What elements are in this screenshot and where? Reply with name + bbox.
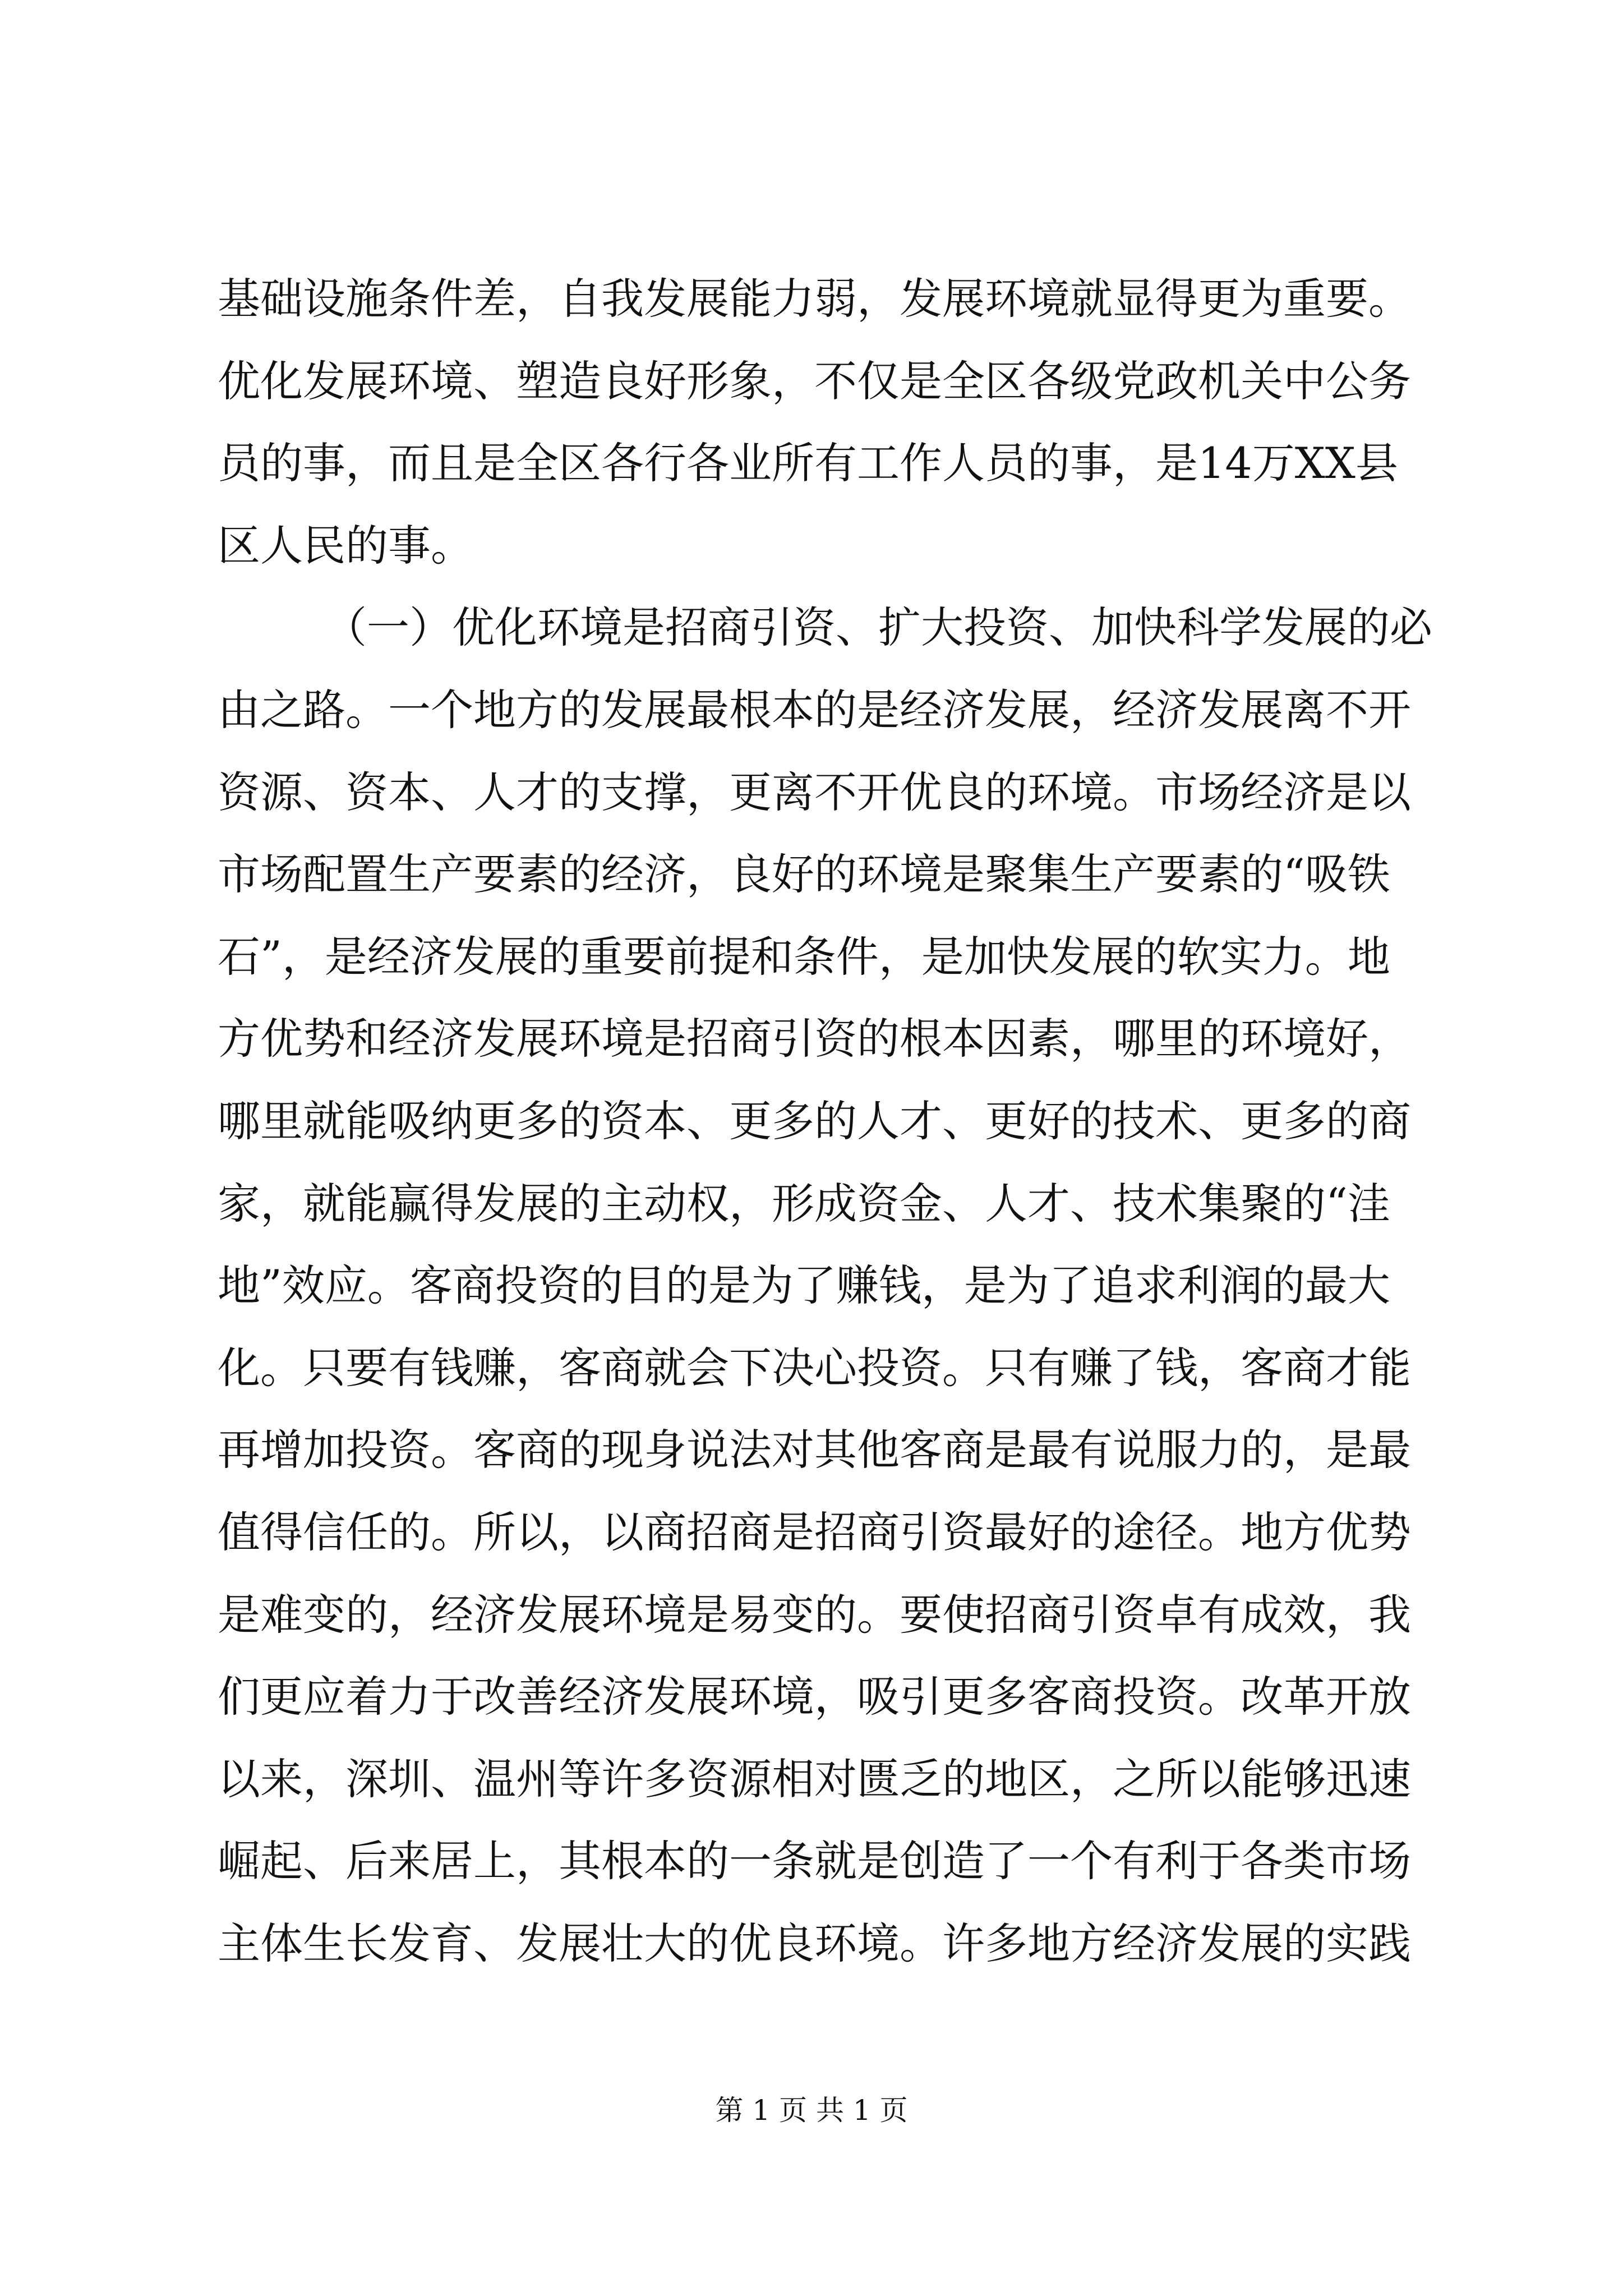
text-line: 是难变的，经济发展环境是易变的。要使招商引资卓有成效，我: [218, 1589, 1411, 1640]
page-number-footer: 第 1 页 共 1 页: [715, 2094, 908, 2127]
text-line: 主体生长发育、发展壮大的优良环境。许多地方经济发展的实践: [218, 1918, 1411, 1968]
text-line: 优化发展环境、塑造良好形象，不仅是全区各级党政机关中公务: [218, 356, 1411, 406]
body-text: [218, 258, 1432, 1985]
text-line: 化。只要有钱赚，客商就会下决心投资。只有赚了钱，客商才能: [218, 1342, 1411, 1393]
text-line: 哪里就能吸纳更多的资本、更多的人才、更好的技术、更多的商: [218, 1096, 1411, 1146]
text-line: 家，就能赢得发展的主动权，形成资金、人才、技术集聚的“洼: [218, 1178, 1390, 1228]
text-line: 崛起、后来居上，其根本的一条就是创造了一个有利于各类市场: [218, 1836, 1411, 1887]
text-line: 方优势和经济发展环境是招商引资的根本因素，哪里的环境好，: [218, 1014, 1411, 1064]
text-line: 地”效应。客商投资的目的是为了赚钱，是为了追求利润的最大: [218, 1260, 1390, 1311]
text-line: 区人民的事。: [218, 520, 473, 570]
text-line: 由之路。一个地方的发展最根本的是经济发展，经济发展离不开: [218, 684, 1411, 735]
text-line: 们更应着力于改善经济发展环境，吸引更多客商投资。改革开放: [218, 1672, 1411, 1722]
text-line: 市场配置生产要素的经济，良好的环境是聚集生产要素的“吸铁: [218, 849, 1390, 900]
text-line: 基础设施条件差，自我发展能力弱，发展环境就显得更为重要。: [218, 274, 1411, 324]
text-line: 以来，深圳、温州等许多资源相对匮乏的地区，之所以能够迅速: [218, 1754, 1411, 1804]
text-line: 员的事，而且是全区各行各业所有工作人员的事，是14万XX县: [218, 438, 1398, 489]
text-line: 值得信任的。所以，以商招商是招商引资最好的途径。地方优势: [218, 1507, 1411, 1557]
text-line: 石”，是经济发展的重要前提和条件，是加快发展的软实力。地: [218, 931, 1390, 982]
paragraph-heading-line: （一）优化环境是招商引资、扩大投资、加快科学发展的必: [324, 602, 1432, 653]
text-line: 资源、资本、人才的支撑，更离不开优良的环境。市场经济是以: [218, 767, 1411, 817]
text-line: 再增加投资。客商的现身说法对其他客商是最有说服力的，是最: [218, 1425, 1411, 1475]
